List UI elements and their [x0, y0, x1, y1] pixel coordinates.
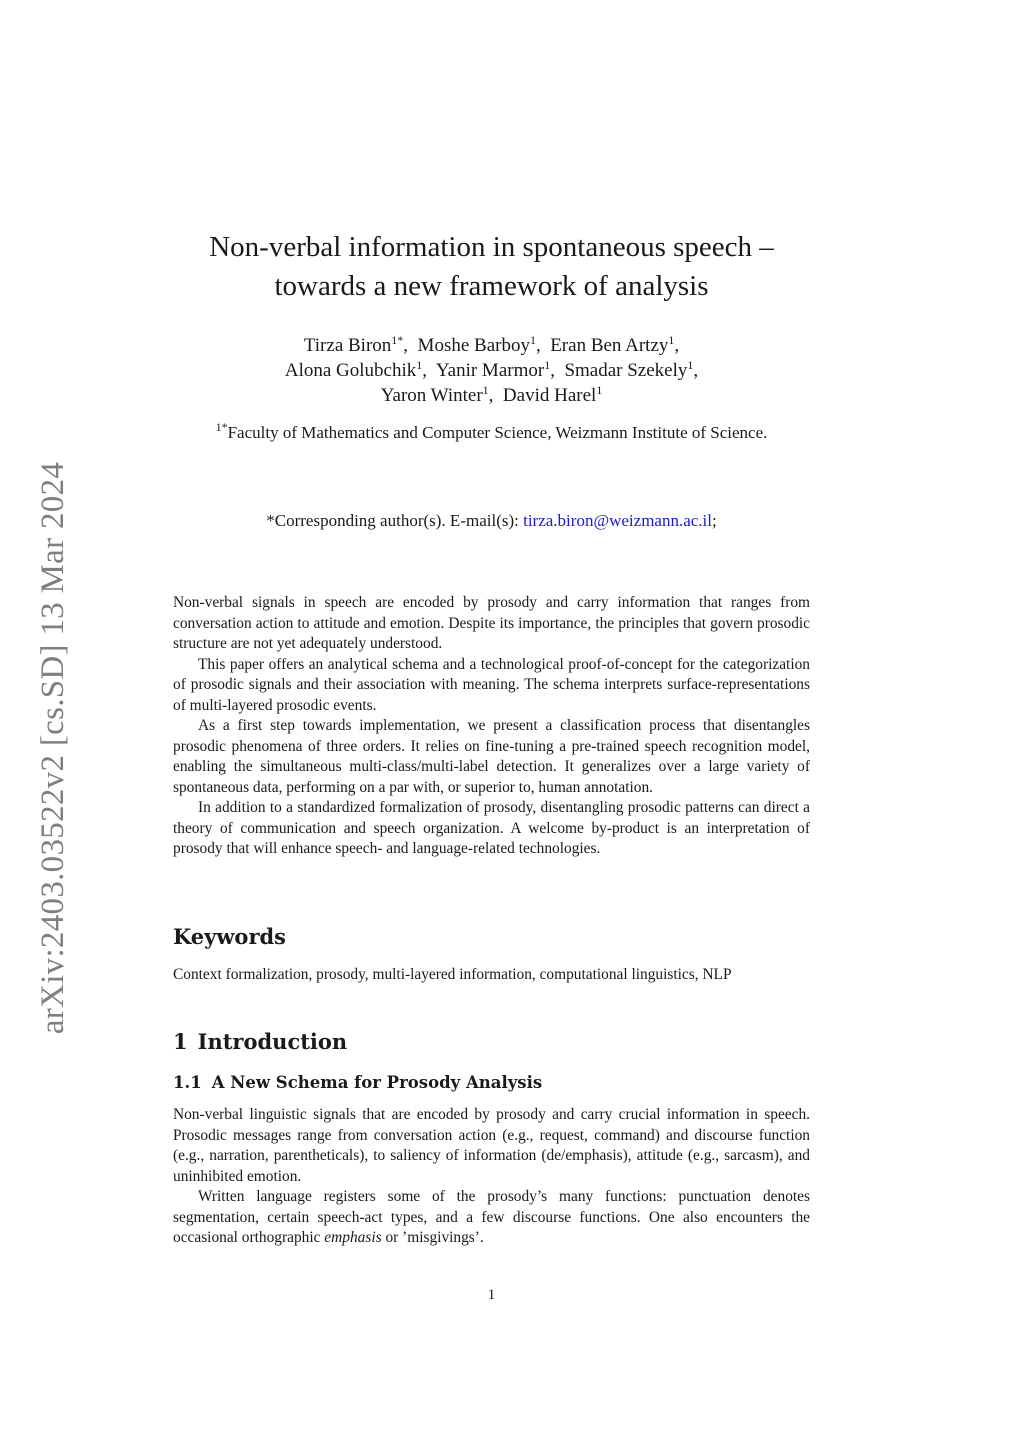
keywords-text: Context formalization, prosody, multi-layered information, computational linguistics, NLP: [173, 966, 732, 983]
subsection-heading: [173, 1070, 542, 1096]
abstract: [173, 593, 810, 860]
author-affiliation-mark: 1*: [391, 333, 404, 347]
author-affiliation-mark: 1: [416, 358, 423, 372]
author-affiliation-mark: 1: [687, 358, 694, 372]
affiliation: [190, 421, 793, 444]
author: Eran Ben Artzy: [550, 335, 669, 356]
author-affiliation-mark: 1: [596, 383, 603, 397]
body-text: Written language registers some of the prosody’s many functions: punctuation denotes segmentation, certain speech-act types, and a few discourse functions. One also encounters the occasional orthographic: [173, 1188, 810, 1246]
author-list: Tirza Biron$^{1*}$, Moshe Barboy$^1$, Eran Ben Artzy$^1$, Alona Golubchik$^1$, Yanir Marmor$^1$, Smadar Szekely$^1$, Yaron Winter$^1$, David Harel$^1$: [284, 333, 699, 406]
corresponding-suffix: ;: [712, 511, 717, 530]
author-affiliation-mark: 1: [482, 383, 489, 397]
author: Smadar Szekely: [564, 360, 688, 381]
author: Yaron Winter: [380, 385, 483, 406]
section-heading: [173, 1027, 347, 1057]
abstract-paragraph: Non-verbal signals in speech are encoded by prosody and carry information that ranges from conversation action to attitude and emotion. Despite its importance, the principles that govern prosodic structure are not yet adequately understood.: [173, 594, 810, 652]
corresponding-prefix: *Corresponding author(s). E-mail(s):: [266, 511, 524, 530]
paper-title: [150, 228, 833, 306]
abstract-paragraph: This paper offers an analytical schema and a technological proof-of-concept for the categorization of prosodic signals and their association with meaning. The schema interprets surface-representations of multi-layered prosodic events.: [173, 655, 810, 714]
introduction-body: [173, 1105, 810, 1249]
author: David Harel: [502, 385, 597, 406]
affiliation-text: Faculty of Mathematics and Computer Science, Weizmann Institute of Science.: [227, 423, 768, 442]
keywords-heading: Keywords: [173, 924, 287, 949]
arxiv-identifier-stamp: arXiv:2403.03522v2 [cs.SD] 13 Mar 2024: [35, 461, 71, 1035]
emphasis-word: emphasis: [324, 1229, 382, 1246]
abstract-paragraph: As a first step towards implementation, we present a classification process that disentangles prosodic phenomena of three orders. It relies on fine-tuning a pre-trained speech recognition model, enabling the simultaneous multi-class/multi-label detection. It generalizes over a large variety of spontaneous data, performing on a par with, or superior to, human annotation.: [173, 717, 810, 796]
section-number: 1: [173, 1029, 188, 1054]
email-link[interactable]: tirza.biron@weizmann.ac.il: [523, 511, 712, 530]
author-affiliation-mark: 1: [668, 333, 675, 347]
author: Yanir Marmor: [435, 360, 545, 381]
author-affiliation-mark: 1: [529, 333, 536, 347]
corresponding-author: [150, 509, 833, 532]
affiliation-mark: 1*: [215, 420, 228, 434]
section-title: Introduction: [197, 1029, 348, 1054]
abstract-paragraph: In addition to a standardized formalization of prosody, disentangling prosodic patterns can direct a theory of communication and speech organization. A welcome by-product is an interpretation of prosody that will enhance speech- and language-related technologies.: [173, 799, 810, 857]
body-paragraph: [173, 1187, 810, 1249]
title-line-1: Non-verbal information in spontaneous speech –: [209, 231, 774, 263]
author: Alona Golubchik: [284, 360, 417, 381]
author: Moshe Barboy: [417, 335, 530, 356]
author-affiliation-mark: 1: [544, 358, 551, 372]
subsection-title: A New Schema for Prosody Analysis: [211, 1073, 543, 1092]
title-line-2: towards a new framework of analysis: [274, 270, 709, 302]
body-text: or ’misgivings’.: [381, 1229, 484, 1246]
subsection-number: 1.1: [173, 1073, 202, 1092]
body-paragraph: Non-verbal linguistic signals that are encoded by prosody and carry crucial information in speech. Prosodic messages range from conversation action (e.g., request, command) and discourse function (e.g., narration, parentheticals), to saliency of information (de/emphasis), attitude (e.g., sarcasm), and uninhibited emotion.: [173, 1106, 810, 1185]
author: Tirza Biron: [303, 335, 392, 356]
page-number: 1: [487, 1287, 496, 1303]
